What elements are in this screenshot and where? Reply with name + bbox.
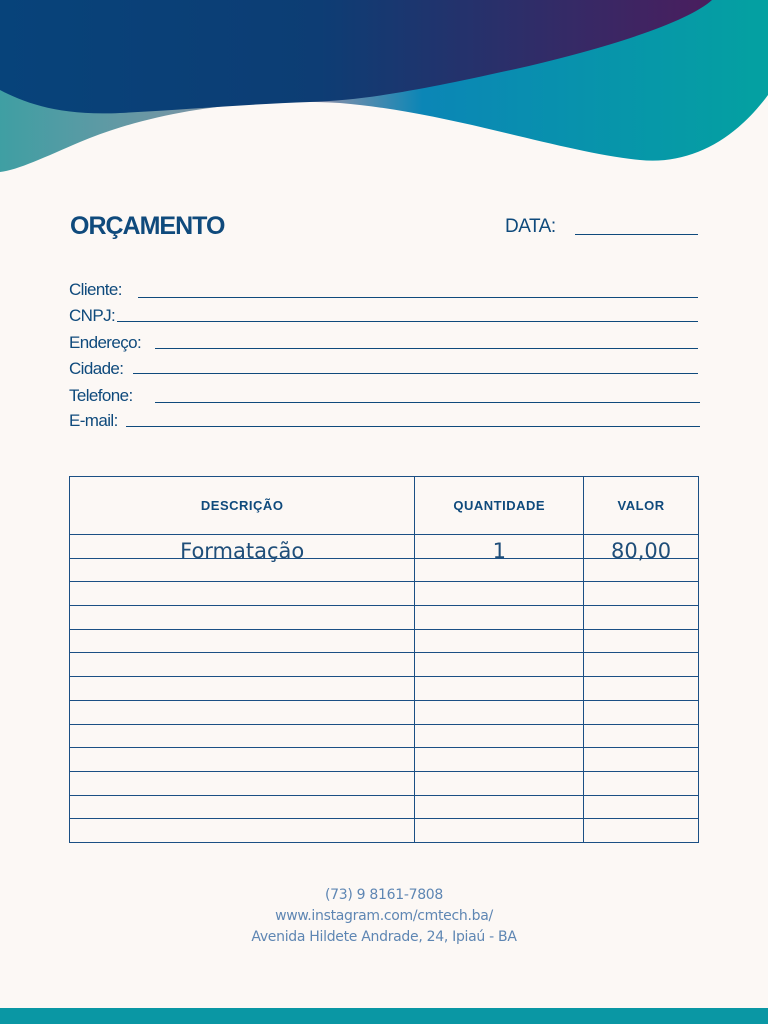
cell-value[interactable]: 80,00 — [584, 535, 699, 559]
column-header-value: VALOR — [584, 477, 699, 535]
cell-value[interactable] — [584, 653, 699, 677]
table-row — [70, 629, 699, 653]
table-header-row — [70, 477, 699, 535]
city-input-line[interactable] — [133, 373, 698, 374]
client-label: Cliente: — [69, 280, 122, 299]
cell-description[interactable] — [70, 629, 415, 653]
table-row — [70, 724, 699, 748]
cell-description[interactable] — [70, 819, 415, 843]
email-input-line[interactable] — [126, 426, 700, 427]
column-header-quantity: QUANTIDADE — [415, 477, 584, 535]
cell-description[interactable] — [70, 771, 415, 795]
table-row — [70, 700, 699, 724]
cell-value[interactable] — [584, 582, 699, 606]
cell-description[interactable] — [70, 748, 415, 772]
cell-quantity[interactable] — [415, 582, 584, 606]
items-table — [69, 476, 699, 843]
table-row — [70, 653, 699, 677]
header-wave-decoration — [0, 0, 768, 200]
table-row — [70, 558, 699, 582]
date-input-line[interactable] — [575, 234, 698, 235]
address-label: Endereço: — [69, 333, 142, 352]
cell-quantity[interactable] — [415, 771, 584, 795]
email-label: E-mail: — [69, 411, 118, 430]
cell-description[interactable] — [70, 582, 415, 606]
cell-description[interactable] — [70, 677, 415, 701]
table-row — [70, 677, 699, 701]
footer-instagram: www.instagram.com/cmtech.ba/ — [275, 908, 493, 924]
cell-description[interactable] — [70, 795, 415, 819]
page-title: ORÇAMENTO — [70, 212, 225, 240]
cell-description[interactable] — [70, 653, 415, 677]
cell-quantity[interactable] — [415, 629, 584, 653]
cell-quantity[interactable] — [415, 795, 584, 819]
city-label: Cidade: — [69, 359, 124, 378]
table-row — [70, 535, 699, 559]
table-row — [70, 582, 699, 606]
footer-address: Avenida Hildete Andrade, 24, Ipiaú - BA — [251, 929, 517, 945]
cell-value[interactable] — [584, 748, 699, 772]
footer-bar-decoration — [0, 1008, 768, 1024]
cell-description[interactable] — [70, 700, 415, 724]
cell-value[interactable] — [584, 700, 699, 724]
cell-quantity[interactable] — [415, 819, 584, 843]
table-row — [70, 606, 699, 630]
cell-value[interactable] — [584, 677, 699, 701]
cell-description[interactable] — [70, 724, 415, 748]
cnpj-input-line[interactable] — [117, 321, 698, 322]
cell-description[interactable]: Formatação — [70, 535, 415, 559]
cnpj-label: CNPJ: — [69, 306, 116, 325]
table-row — [70, 748, 699, 772]
column-header-description: DESCRIÇÃO — [70, 477, 415, 535]
table-row — [70, 771, 699, 795]
cell-quantity[interactable] — [415, 748, 584, 772]
phone-input-line[interactable] — [155, 402, 700, 403]
date-label: DATA: — [505, 216, 556, 237]
cell-quantity[interactable] — [415, 653, 584, 677]
footer-phone: (73) 9 8161-7808 — [324, 887, 444, 903]
cell-value[interactable] — [584, 606, 699, 630]
cell-value[interactable] — [584, 771, 699, 795]
phone-label: Telefone: — [69, 386, 133, 405]
cell-quantity[interactable] — [415, 606, 584, 630]
cell-description[interactable] — [70, 606, 415, 630]
table-row — [70, 795, 699, 819]
cell-value[interactable] — [584, 629, 699, 653]
cell-quantity[interactable] — [415, 677, 584, 701]
cell-quantity[interactable] — [415, 700, 584, 724]
cell-value[interactable] — [584, 819, 699, 843]
cell-value[interactable] — [584, 795, 699, 819]
client-input-line[interactable] — [138, 297, 698, 298]
cell-value[interactable] — [584, 724, 699, 748]
table-row — [70, 819, 699, 843]
cell-quantity[interactable] — [415, 724, 584, 748]
address-input-line[interactable] — [155, 348, 698, 349]
cell-quantity[interactable]: 1 — [415, 535, 584, 559]
